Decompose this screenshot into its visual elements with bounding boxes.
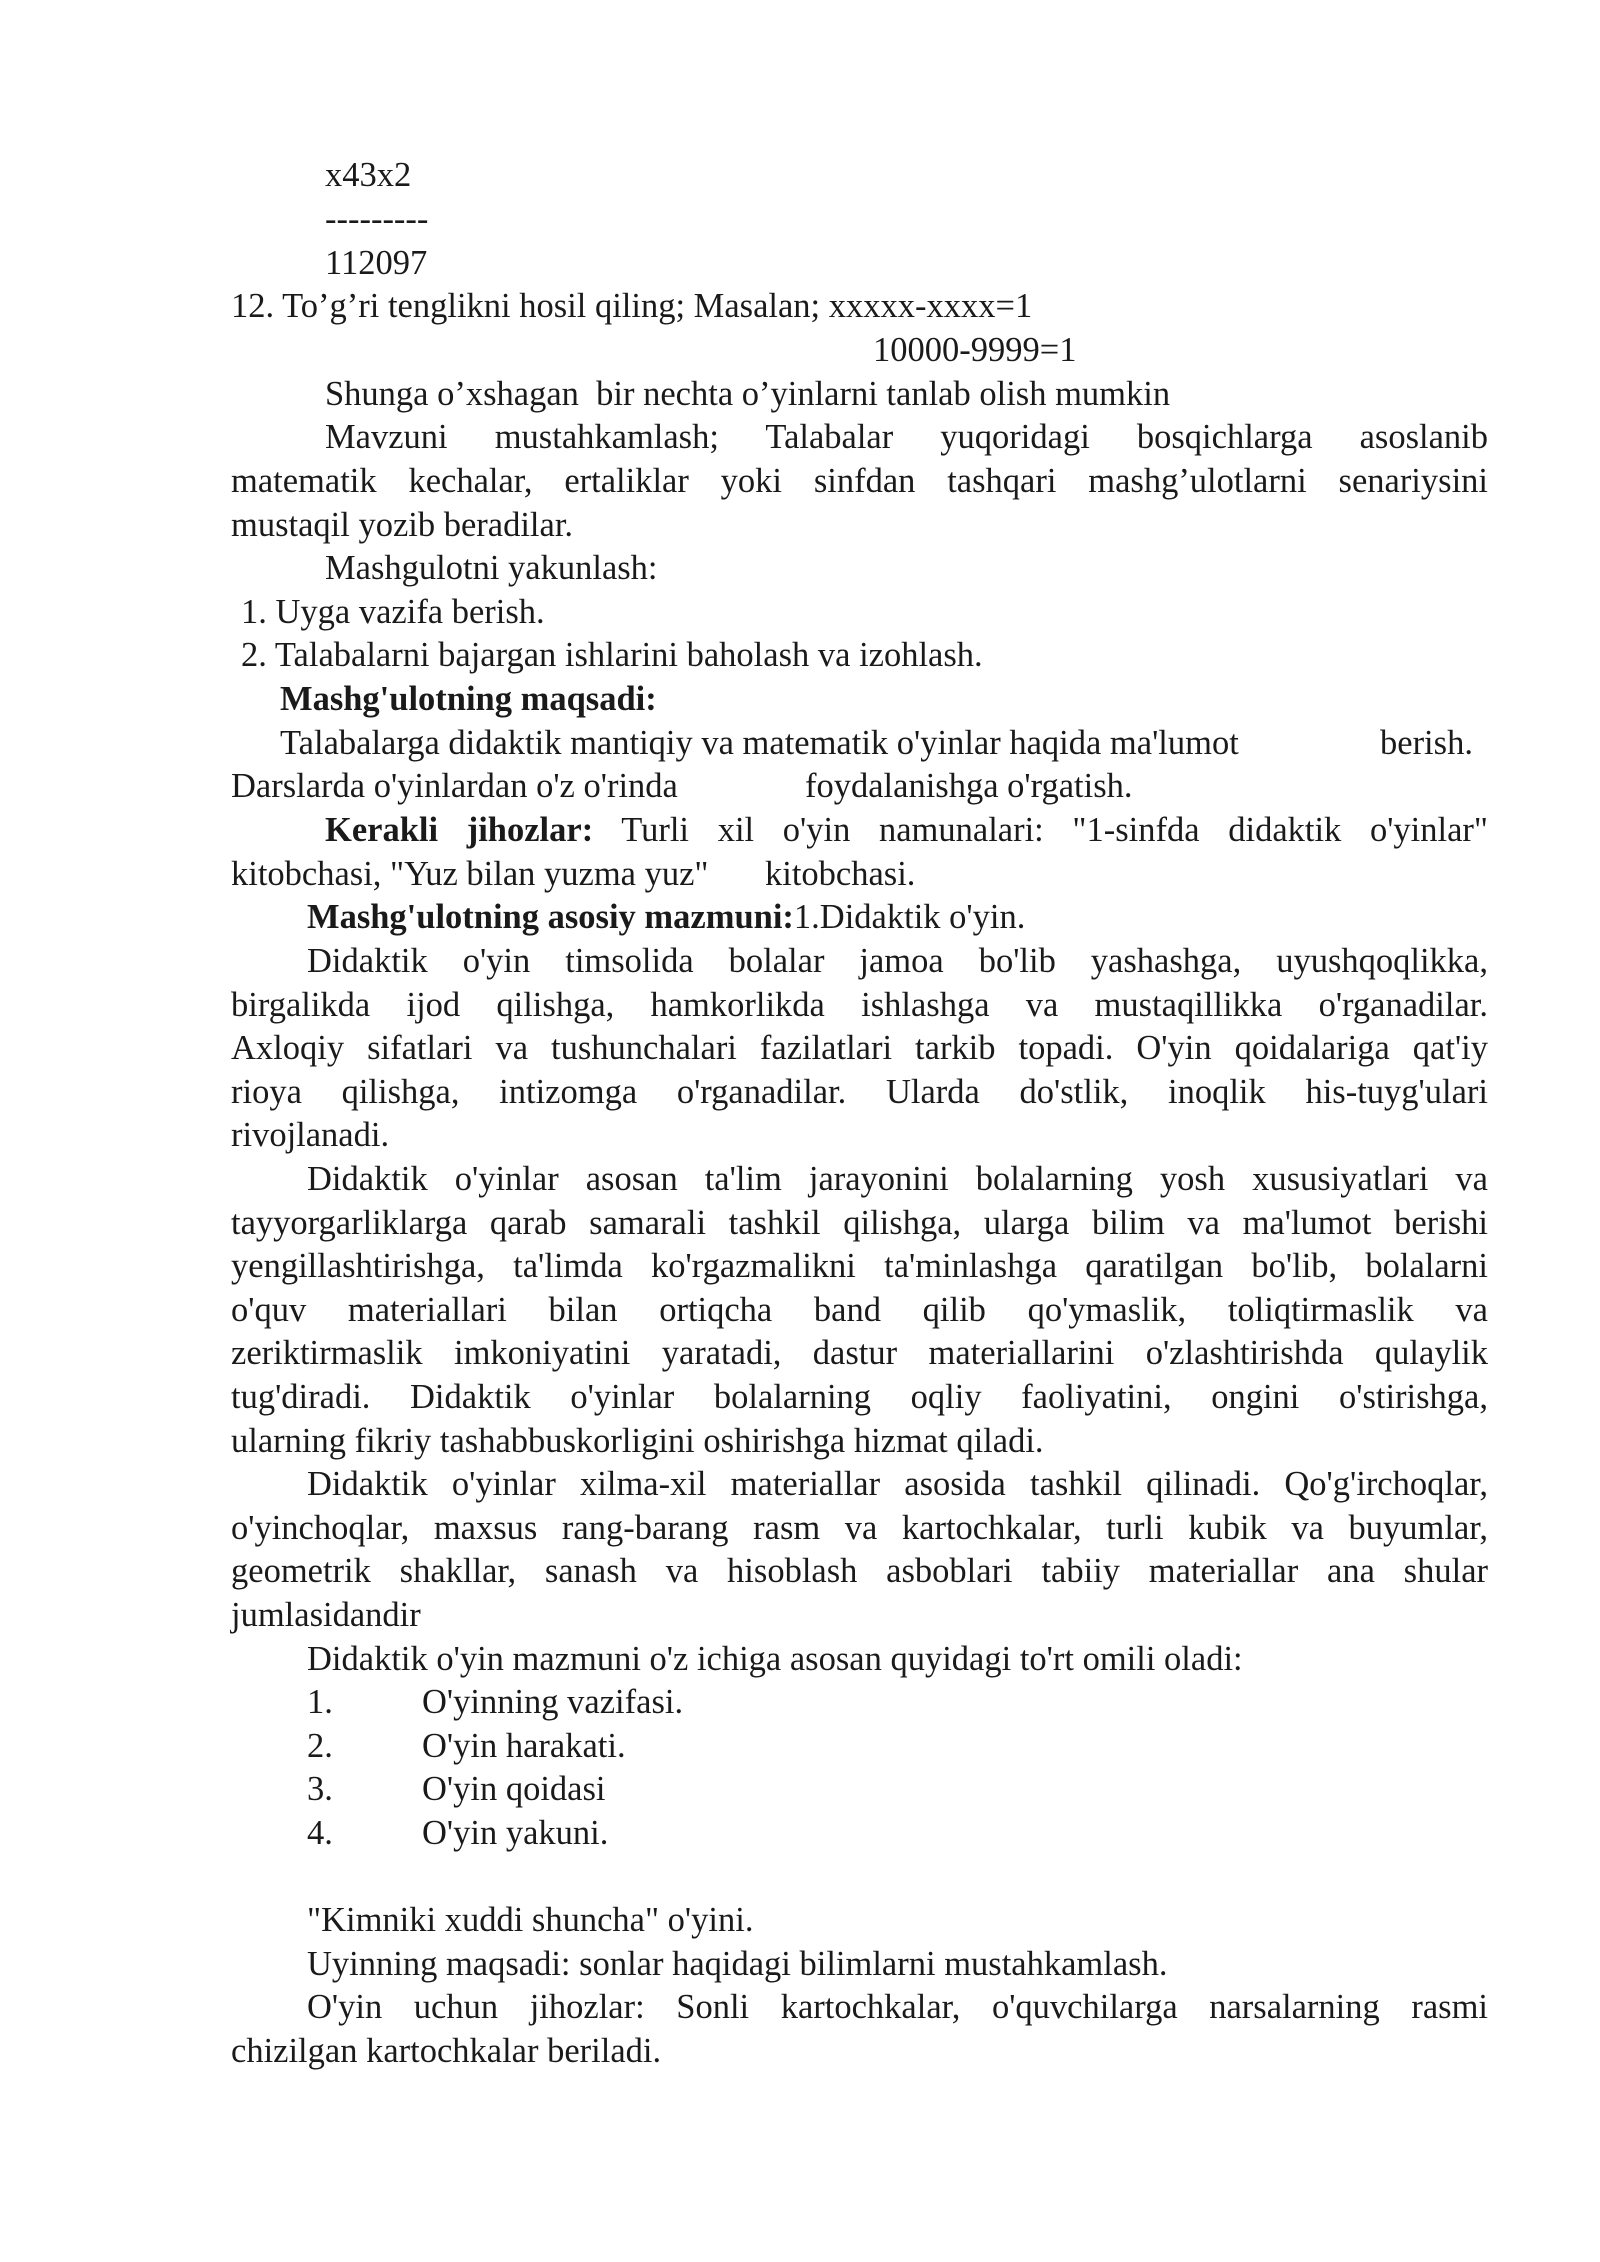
equipment-line-2-end: kitobchasi. xyxy=(765,855,916,893)
goal-line-2-end: foydalanishga o'rgatish. xyxy=(805,767,1133,805)
equipment-label: Kerakli jihozlar: xyxy=(325,811,594,849)
ending-item-1: 1. Uyga vazifa berish. xyxy=(241,593,545,631)
factor-2-text: O'yin harakati. xyxy=(422,1727,626,1765)
goal-heading: Mashg'ulotning maqsadi: xyxy=(280,680,657,718)
calc-rule: --------- xyxy=(325,200,429,238)
paragraph2-line-6: tug'diradi. Didaktik o'yinlar bolalarning oqliy faoliyatini, ongini o'stirishga, xyxy=(231,1378,1488,1416)
factor-3-number: 3. xyxy=(307,1770,333,1808)
game-tools-line-1: O'yin uchun jihozlar: Sonli kartochkalar, o'quvchilarga narsalarning rasmi xyxy=(307,1988,1488,2026)
paragraph2-line-4: o'quv materiallari bilan ortiqcha band qilib qo'ymaslik, toliqtirmaslik va xyxy=(231,1291,1488,1329)
calc-line-1: x43x2 xyxy=(325,156,412,194)
main-content-line xyxy=(307,896,1025,940)
paragraph3-line-1: Didaktik o'yinlar xilma-xil materiallar asosida tashkil qilinadi. Qo'g'irchoqlar, xyxy=(307,1465,1488,1503)
factor-2-number: 2. xyxy=(307,1727,333,1765)
factor-4-text: O'yin yakuni. xyxy=(422,1814,609,1852)
paragraph1-line-3: Axloqiy sifatlari va tushunchalari fazilatlari tarkib topadi. O'yin qoidalariga qat'iy xyxy=(231,1029,1488,1067)
paragraph2-line-3: yengillashtirishga, ta'limda ko'rgazmalikni ta'minlashga qaratilgan bo'lib, bolalarni xyxy=(231,1247,1488,1285)
equipment-line-2: kitobchasi, "Yuz bilan yuzma yuz" xyxy=(231,855,709,893)
equipment-text: Turli xil o'yin namunalari: "1-sinfda didaktik o'yinlar" xyxy=(621,811,1488,849)
factor-4-number: 4. xyxy=(307,1814,333,1852)
goal-line-1 xyxy=(280,722,1239,766)
paragraph1-line-5: rivojlanadi. xyxy=(231,1116,390,1154)
main-content-label: Mashg'ulotning asosiy mazmuni: xyxy=(307,898,794,936)
consolidation-line-2: matematik kechalar, ertaliklar yoki sinfdan tashqari mashg’ulotlarni senariysini xyxy=(231,462,1488,500)
task-12: 12. To’g’ri tenglikni hosil qiling; Masalan; xxxxx-xxxx=1 xyxy=(231,287,1033,325)
factor-1-number: 1. xyxy=(307,1683,333,1721)
ending-item-2: 2. Talabalarni bajargan ishlarini baholash va izohlash. xyxy=(241,636,983,674)
calc-result: 112097 xyxy=(325,244,428,282)
paragraph2-line-5: zeriktirmaslik imkoniyatini yaratadi, dastur materiallarini o'zlashtirishda qulaylik xyxy=(231,1334,1488,1372)
paragraph2-line-1: Didaktik o'yinlar asosan ta'lim jarayonini bolalarning yosh xususiyatlari va xyxy=(307,1160,1488,1198)
game-goal: Uyinning maqsadi: sonlar haqidagi bilimlarni mustahkamlash. xyxy=(307,1945,1168,1983)
similar-games-text: Shunga o’xshagan bir nechta o’yinlarni tanlab olish mumkin xyxy=(325,375,1171,413)
factor-1-text: O'yinning vazifasi. xyxy=(422,1683,684,1721)
paragraph3-line-2: o'yinchoqlar, maxsus rang-barang rasm va kartochkalar, turli kubik va buyumlar, xyxy=(231,1509,1488,1547)
game-tools-line-2: chizilgan kartochkalar beriladi. xyxy=(231,2032,662,2070)
factor-3-text: O'yin qoidasi xyxy=(422,1770,606,1808)
goal-line-1-end: berish. xyxy=(1380,724,1473,762)
consolidation-line-1: Mavzuni mustahkamlash; Talabalar yuqoridagi bosqichlarga asoslanib xyxy=(325,418,1488,456)
ending-heading: Mashgulotni yakunlash: xyxy=(325,549,658,587)
paragraph1-line-1: Didaktik o'yin timsolida bolalar jamoa bo'lib yashashga, uyushqoqlikka, xyxy=(307,942,1488,980)
game-title: "Kimniki xuddi shuncha" o'yini. xyxy=(307,1901,754,1939)
main-content-text: 1.Didaktik o'yin. xyxy=(793,898,1026,936)
paragraph3-line-4: jumlasidandir xyxy=(231,1596,421,1634)
equipment-line-1 xyxy=(325,809,1488,853)
paragraph1-line-4: rioya qilishga, intizomga o'rganadilar. Ularda do'stlik, inoqlik his-tuyg'ulari xyxy=(231,1073,1488,1111)
task-12-example: 10000-9999=1 xyxy=(873,331,1077,369)
consolidation-line-3: mustaqil yozib beradilar. xyxy=(231,506,574,544)
factors-intro: Didaktik o'yin mazmuni o'z ichiga asosan quyidagi to'rt omili oladi: xyxy=(307,1640,1243,1678)
goal-line-1-text: Talabalarga didaktik mantiqiy va matematik o'yinlar haqida ma'lumot xyxy=(280,724,1239,762)
paragraph2-line-2: tayyorgarliklarga qarab samarali tashkil qilishga, ularga bilim va ma'lumot berishi xyxy=(231,1204,1488,1242)
paragraph1-line-2: birgalikda ijod qilishga, hamkorlikda ishlashga va mustaqillikka o'rganadilar. xyxy=(231,986,1488,1024)
paragraph3-line-3: geometrik shakllar, sanash va hisoblash asboblari tabiiy materiallar ana shular xyxy=(231,1552,1488,1590)
goal-line-2: Darslarda o'yinlardan o'z o'rinda xyxy=(231,767,678,805)
paragraph2-line-7: ularning fikriy tashabbuskorligini oshirishga hizmat qiladi. xyxy=(231,1422,1044,1460)
